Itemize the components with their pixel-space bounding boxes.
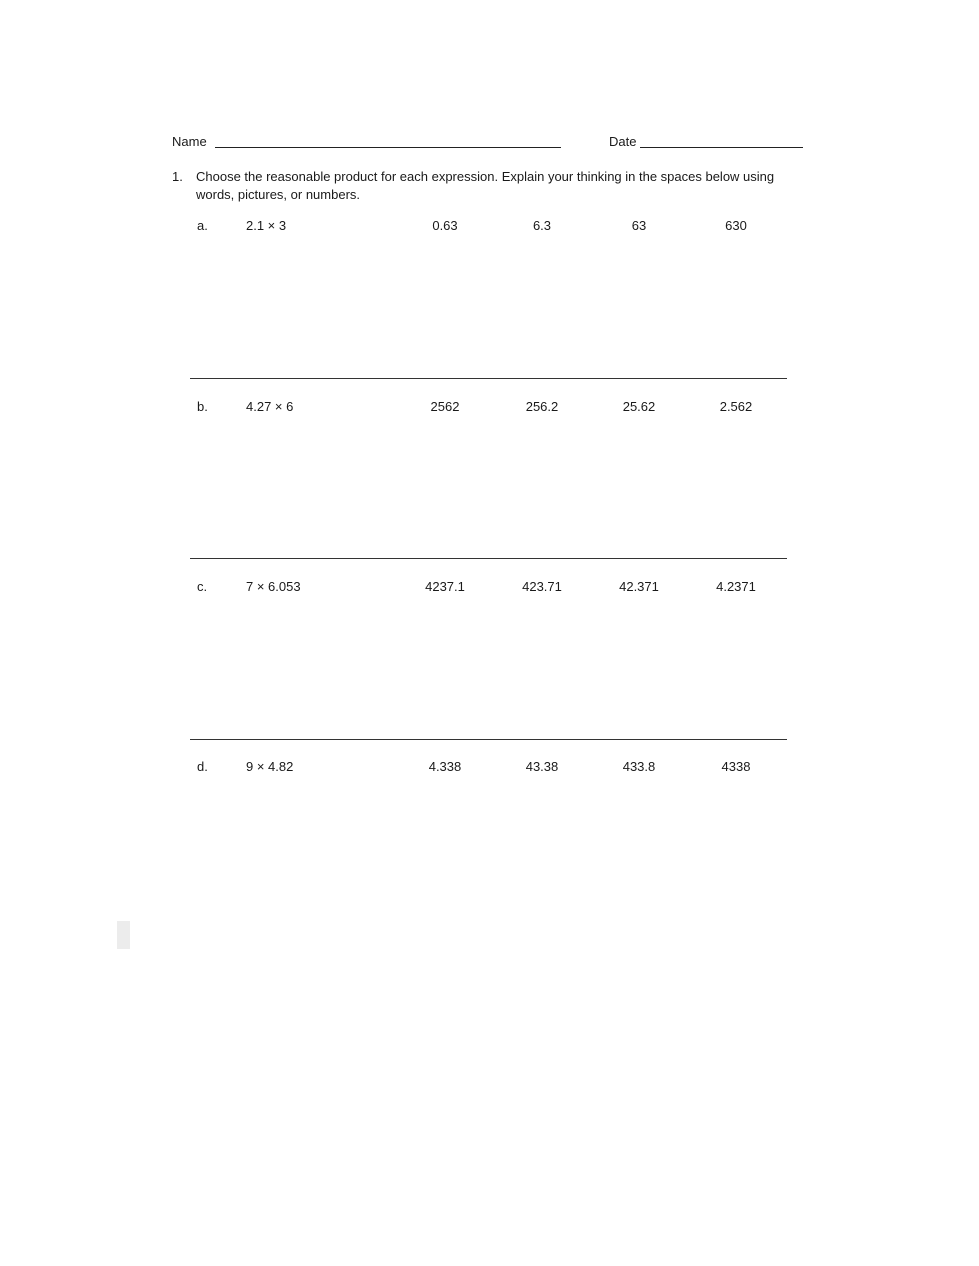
problem-letter: a. [197, 218, 208, 233]
question-text-line-2: words, pictures, or numbers. [196, 187, 361, 202]
answer-choice: 2562 [430, 399, 460, 414]
problem-letter: b. [197, 399, 208, 414]
problem-letter: d. [197, 759, 208, 774]
answer-choice: 4.338 [428, 759, 462, 774]
name-label: Name [172, 134, 207, 149]
answer-choice: 0.63 [432, 218, 458, 233]
answer-choice: 4237.1 [425, 579, 465, 594]
answer-choice: 63 [631, 218, 647, 233]
answer-choice: 6.3 [532, 218, 552, 233]
answer-choice: 423.71 [522, 579, 562, 594]
answer-choice: 4.2371 [716, 579, 756, 594]
answer-choice: 256.2 [525, 399, 559, 414]
answer-choice: 43.38 [525, 759, 559, 774]
problem-expression: 9 × 4.82 [246, 759, 294, 774]
problem-letter: c. [197, 579, 208, 594]
problem-expression: 4.27 × 6 [246, 399, 294, 414]
section-divider [190, 558, 787, 559]
date-label: Date [609, 134, 637, 149]
question-text-line-1: Choose the reasonable product for each expression. Explain your thinking in the spaces below using [196, 169, 775, 184]
name-line [215, 147, 561, 148]
answer-choice: 42.371 [619, 579, 659, 594]
problem-expression: 7 × 6.053 [246, 579, 301, 594]
section-divider [190, 739, 787, 740]
section-divider [190, 378, 787, 379]
answer-choice: 4338 [721, 759, 751, 774]
answer-choice: 630 [725, 218, 747, 233]
problem-expression: 2.1 × 3 [246, 218, 287, 233]
date-line [640, 147, 803, 148]
answer-choice: 25.62 [622, 399, 656, 414]
question-number: 1. [172, 169, 183, 184]
answer-choice: 2.562 [719, 399, 753, 414]
scroll-handle[interactable] [117, 921, 130, 949]
answer-choice: 433.8 [622, 759, 656, 774]
